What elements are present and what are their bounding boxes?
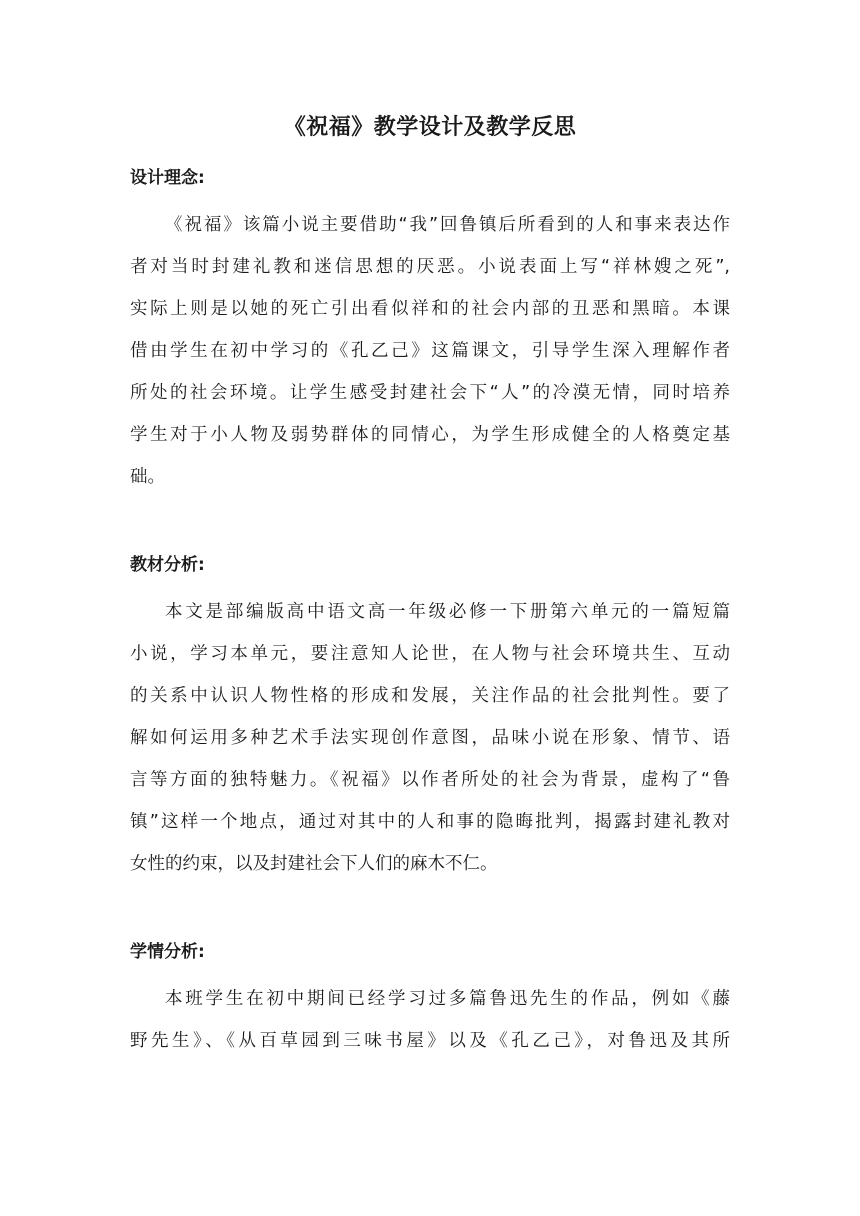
text-line: 女性的约束，以及封建社会下人们的麻木不仁。 — [130, 854, 498, 874]
text-line: 小说，学习本单元，要注意知人论世，在人物与社会环境共生、互动 — [130, 644, 730, 664]
text-line: 本班学生在初中期间已经学习过多篇鲁迅先生的作品，例如《藤 — [165, 989, 730, 1009]
text-line: 本文是部编版高中语文高一年级必修一下册第六单元的一篇短篇 — [165, 602, 730, 622]
text-line: 解如何运用多种艺术手法实现创作意图，品味小说在形象、情节、语 — [130, 728, 730, 748]
text-line: 者对当时封建礼教和迷信思想的厌恶。小说表面上写“祥林嫂之死”, — [130, 257, 730, 277]
text-line: 借由学生在初中学习的《孔乙己》这篇课文，引导学生深入理解作者 — [130, 341, 730, 361]
section-heading: 教材分析: — [130, 555, 205, 575]
section-paragraph — [130, 978, 730, 1062]
text-line: 镇”这样一个地点，通过对其中的人和事的隐晦批判，揭露封建礼教对 — [130, 812, 730, 832]
text-line: 野先生》、《从百草园到三味书屋》以及《孔乙己》，对鲁迅及其所 — [130, 1031, 730, 1051]
text-line: 实际上则是以她的死亡引出看似祥和的社会内部的丑恶和黑暗。本课 — [130, 299, 730, 319]
section-paragraph — [130, 204, 730, 498]
text-line: 言等方面的独特魅力。《祝福》以作者所处的社会为背景，虚构了“鲁 — [130, 770, 730, 790]
section-heading: 学情分析: — [130, 942, 205, 962]
text-line: 《祝福》该篇小说主要借助“我”回鲁镇后所看到的人和事来表达作 — [165, 215, 730, 235]
text-line: 所处的社会环境。让学生感受封建社会下“人”的冷漠无情，同时培养 — [130, 383, 730, 403]
section-design-concept — [130, 163, 730, 498]
text-line: 础。 — [130, 467, 165, 487]
section-textbook-analysis — [130, 550, 730, 885]
section-paragraph — [130, 591, 730, 885]
text-line: 的关系中认识人物性格的形成和发展，关注作品的社会批判性。要了 — [130, 686, 730, 706]
text-line: 学生对于小人物及弱势群体的同情心，为学生形成健全的人格奠定基 — [130, 425, 730, 445]
document-content — [130, 108, 730, 1062]
document-title: 《祝福》教学设计及教学反思 — [283, 115, 577, 140]
section-student-analysis — [130, 937, 730, 1062]
section-heading: 设计理念: — [130, 168, 205, 188]
